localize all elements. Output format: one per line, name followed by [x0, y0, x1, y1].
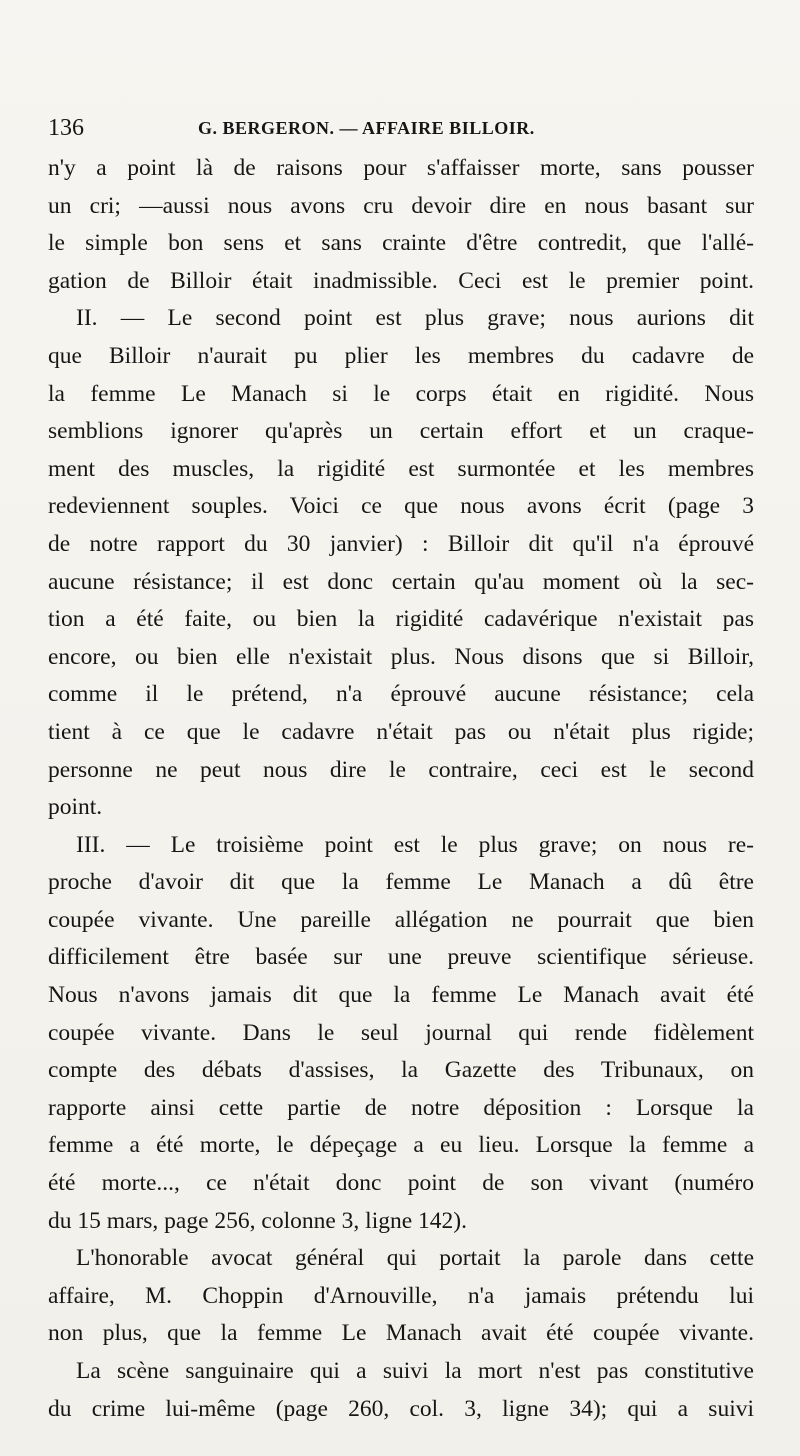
text-line: II. — Le second point est plus grave; nous aurions dit	[76, 305, 754, 332]
text-line: été morte..., ce n'était donc point de son vivant (numéro	[48, 1170, 754, 1197]
text-line: Nous n'avons jamais dit que la femme Le Manach avait été	[48, 982, 754, 1009]
text-line: personne ne peut nous dire le contraire, ceci est le second	[48, 756, 754, 783]
text-line: du 15 mars, page 256, colonne 3, ligne 142).	[48, 1207, 467, 1234]
text-line: La scène sanguinaire qui a suivi la mort n'est pas constitutive	[76, 1358, 754, 1384]
text-line: que Billoir n'aurait pu plier les membres du cadavre de	[48, 342, 754, 369]
text-line: non plus, que la femme Le Manach avait été coupée vivante.	[48, 1320, 754, 1347]
text-line: gation de Billoir était inadmissible. Ceci est le premier point.	[48, 267, 754, 294]
text-line: coupée vivante. Une pareille allégation ne pourrait que bien	[48, 906, 754, 933]
text-line: le simple bon sens et sans crainte d'être contredit, que l'allé-	[48, 230, 754, 257]
text-line: tient à ce que le cadavre n'était pas ou n'était plus rigide;	[48, 718, 754, 745]
text-line: aucune résistance; il est donc certain qu'au moment où la sec-	[48, 568, 754, 595]
text-line: III. — Le troisième point est le plus grave; on nous re-	[76, 831, 754, 858]
text-line: encore, ou bien elle n'existait plus. Nous disons que si Billoir,	[48, 643, 754, 670]
text-line: coupée vivante. Dans le seul journal qui rende fidèlement	[48, 1019, 754, 1046]
text-line: L'honorable avocat général qui portait la parole dans cette	[76, 1245, 754, 1272]
text-line: redeviennent souples. Voici ce que nous avons écrit (page 3	[48, 493, 754, 520]
text-line: tion a été faite, ou bien la rigidité cadavérique n'existait pas	[48, 606, 754, 633]
text-line: n'y a point là de raisons pour s'affaisser morte, sans pousser	[48, 155, 754, 181]
text-line: du crime lui-même (page 260, col. 3, ligne 34); qui a suivi	[48, 1395, 754, 1422]
page-header	[48, 108, 768, 148]
text-line: affaire, M. Choppin d'Arnouville, n'a jamais prétendu lui	[48, 1282, 754, 1309]
text-line: un cri; —aussi nous avons cru devoir dire en nous basant sur	[48, 192, 754, 219]
text-line: point.	[48, 794, 103, 821]
text-line: comme il le prétend, n'a éprouvé aucune résistance; cela	[48, 681, 754, 708]
text-line: rapporte ainsi cette partie de notre déposition : Lorsque la	[48, 1094, 754, 1121]
text-line: ment des muscles, la rigidité est surmontée et les membres	[48, 455, 754, 482]
text-line: difficilement être basée sur une preuve scientifique sérieuse.	[48, 944, 754, 971]
text-line: semblions ignorer qu'après un certain effort et un craque-	[48, 418, 754, 445]
page-body	[48, 150, 754, 1428]
running-head: G. BERGERON. — AFFAIRE BILLOIR.	[198, 118, 535, 138]
text-line: de notre rapport du 30 janvier) : Billoir dit qu'il n'a éprouvé	[48, 530, 754, 557]
text-line: la femme Le Manach si le corps était en rigidité. Nous	[48, 380, 754, 407]
text-line: femme a été morte, le dépeçage a eu lieu. Lorsque la femme a	[48, 1132, 754, 1159]
text-line: proche d'avoir dit que la femme Le Manach a dû être	[48, 869, 754, 896]
page-number: 136	[48, 115, 84, 141]
text-line: compte des débats d'assises, la Gazette des Tribunaux, on	[48, 1057, 754, 1084]
